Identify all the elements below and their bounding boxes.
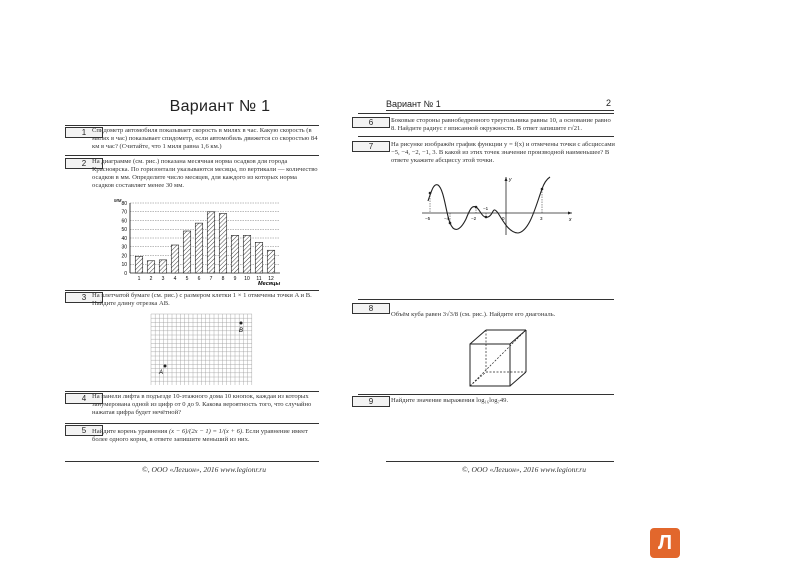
problem-text-before: Найдите корень уравнения [92,428,168,435]
x-tick-label: 9 [233,276,237,282]
y-tick-label: 50 [121,227,127,234]
y-tick-label: 70 [121,209,127,216]
divider [358,299,614,300]
x-tick-label: 5 [185,276,189,282]
divider [358,394,614,395]
chart-bar-month-6 [195,223,202,273]
cube-edge [510,330,526,344]
x-tick-label: 6 [197,276,201,282]
precipitation-chart [108,195,288,287]
point-a-label: A [159,370,164,376]
x-tick-label: −5 [425,216,431,221]
function-curve [428,177,550,233]
x-tick-label: 10 [244,276,250,282]
problem-text: На рисунке изображён график функции y = f(x) и отмечены точки с абсциссами −5, −4, −2, −1, 3. В какой из этих точек значение производной наименьшее? В ответе укажите абсциссу этой точки. [391,141,615,164]
x-tick-label: 0 [502,216,505,221]
marked-point [475,206,478,209]
x-axis-label: Месяцы [258,281,281,287]
x-tick-label: 2 [149,276,153,282]
y-tick-label: 20 [121,253,127,260]
footer-rule [386,461,614,462]
equation: (x − 6)/(2x − 1) = 1/(x + 6) [168,428,243,435]
x-tick-label: 11 [256,276,262,282]
chart-bar-month-1 [135,256,142,273]
x-tick-label: 8 [221,276,225,282]
point-b [240,322,243,325]
marked-point [429,192,432,195]
divider [65,155,319,156]
x-tick-label: 7 [209,276,213,282]
problem-text: На панели лифта в подъезде 10-этажного дома 10 кнопок, каждая из которых занумерована одной из цифр от 0 до 9. Какова вероятность того, что случайно нажатая цифра будет нечётной? [92,393,312,416]
chart-bar-month-8 [219,214,226,274]
problem-number: 4 [81,394,87,403]
x-tick-label: −1 [483,206,489,211]
x-tick-label: 1 [137,276,141,282]
problem-text: Объём куба равен 3√3/8 (см. рис.). Найдите его диагональ. [391,311,556,318]
chart-bar-month-9 [231,235,238,273]
chart-bar-month-5 [183,231,190,273]
problem-text: На диаграмме (см. рис.) показана месячная норма осадков для города Красноярска. По горизонтали указываются месяцы, по вертикали — количество осадков в мм. Определите число месяцев, для каждого из которых норма осадков составляет менее 30 мм. [92,158,318,189]
problem-number: 3 [81,293,87,302]
marked-point [449,222,452,225]
y-tick-label: 10 [121,262,127,269]
grid-paper [150,313,254,386]
problem-number: 2 [81,159,87,168]
y-tick-label: 0 [124,270,127,277]
header-rule [386,110,614,111]
problem-text: Боковые стороны равнобедренного треугольника равны 10, а основание равно 8. Найдите радиус r вписанной окружности. В ответ запишите r√21. [391,117,611,132]
page-title: Вариант № 1 [169,98,271,115]
cube-edge [510,372,526,386]
publisher-logo [650,528,680,558]
x-axis-letter: x [569,217,572,223]
y-tick-label: 60 [121,218,127,225]
y-axis-arrow [505,177,508,181]
chart-bar-month-12 [267,250,274,273]
y-tick-label: 80 [121,200,127,207]
marked-point [541,188,544,191]
divider [65,290,319,291]
divider [65,125,319,126]
x-axis-arrow [568,212,572,215]
x-tick-label: 3 [540,216,543,221]
page-number: 2 [606,98,612,108]
problem-text [92,428,320,444]
header-title: Вариант № 1 [386,99,441,109]
chart-bar-month-11 [255,242,262,273]
x-tick-label: −4 [444,216,450,221]
chart-bar-month-3 [159,260,166,273]
x-tick-label: −2 [471,216,477,221]
chart-bar-month-2 [147,261,154,273]
problem-number: 6 [368,118,374,127]
footer-rule [65,461,319,462]
problem-number: 8 [368,304,374,313]
problem-number: 1 [81,128,87,137]
cube-edge [470,330,486,344]
divider [358,113,614,114]
point-b-label: B [239,328,244,334]
problem-number: 7 [368,142,374,151]
divider [358,136,614,137]
cube-hidden-edge [470,372,486,386]
problem-text-after: . Если уравнение имеет более одного корня, в ответе запишите меньший из них. [92,428,308,443]
function-graph [420,175,575,237]
problem-number: 5 [81,426,87,435]
point-a [164,365,167,368]
footer-text: ©, ООО «Легион», 2016 www.legionr.ru [462,465,586,474]
problem-text: Спидометр автомобиля показывает скорость в милях в час. Какую скорость (в милях в час) показывает спидометр, если автомобиль движется со скоростью 84 км в час? (Считайте, что 1 миля равна 1,6 км.) [92,127,318,150]
problem-text: На клетчатой бумаге (см. рис.) с размером клетки 1 × 1 отмечены точки A и B. Найдите длину отрезка AB. [92,292,312,307]
footer-text: ©, ООО «Легион», 2016 www.legionr.ru [142,465,266,474]
x-tick-label: 12 [268,276,274,282]
divider [65,391,319,392]
problem-number: 9 [368,397,374,406]
chart-bar-month-10 [243,235,250,273]
cube-diagonal [470,330,526,386]
chart-bar-month-7 [207,212,214,273]
x-tick-label: 4 [173,276,177,282]
y-tick-label: 30 [121,244,127,251]
cube-figure [468,328,548,390]
y-axis-label: мм [114,198,122,204]
y-tick-label: 40 [121,235,127,242]
logo-letter: Л [657,532,673,554]
marked-point [485,216,488,219]
divider [65,423,319,424]
x-tick-label: 3 [161,276,165,282]
problem-text: Найдите значение выражения log₁₆log₇49. [391,397,509,404]
chart-bar-month-4 [171,245,178,273]
y-axis-letter: y [509,177,512,183]
